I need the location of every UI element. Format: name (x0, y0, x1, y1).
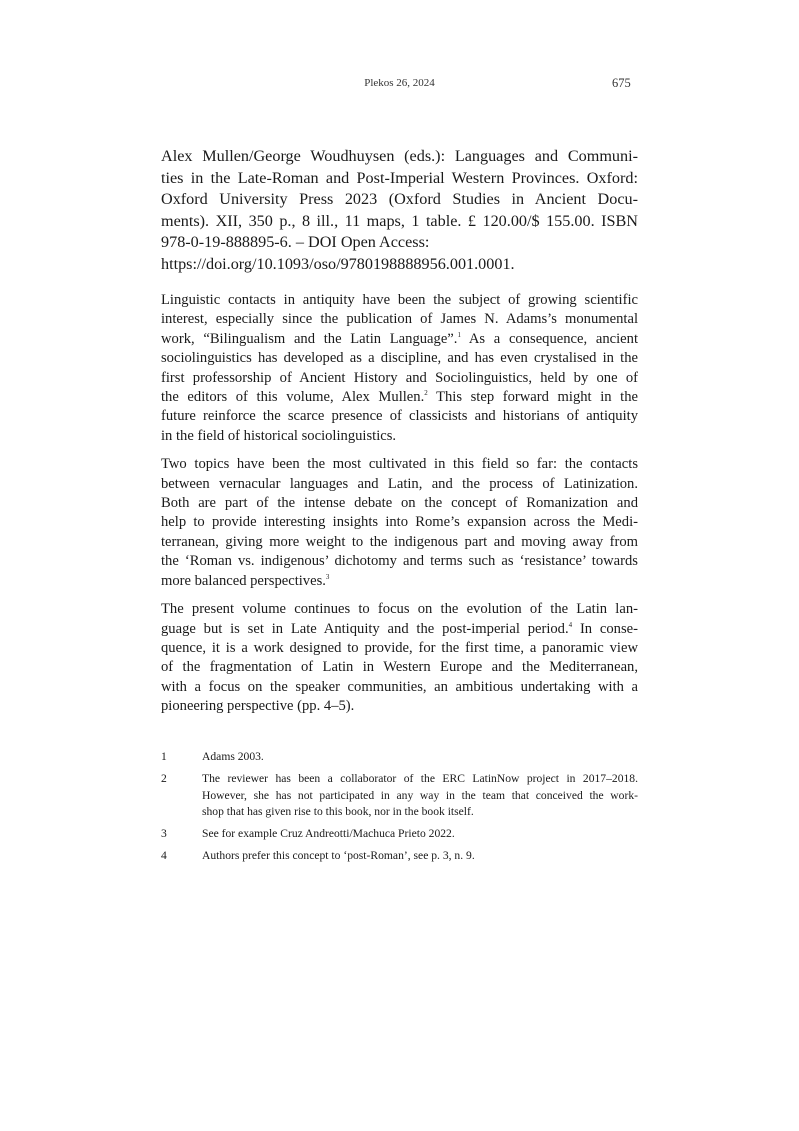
text-segment: the ‘Roman vs. indigenous’ dichotomy and terms such as ‘resistance’ towards (161, 553, 638, 570)
text-segment: As a consequence, ancient (460, 330, 638, 347)
text-line (161, 572, 638, 591)
footnote-number: 1 (161, 750, 167, 763)
footnote-number: 2 (161, 772, 167, 786)
citation-line: 978-0-19-888895-6. – DOI Open Access: (161, 233, 430, 251)
text-line (161, 388, 638, 407)
footnote (161, 771, 638, 821)
text-line (161, 310, 638, 329)
text-line (161, 494, 638, 513)
citation-line: ties in the Late-Roman and Post-Imperial Western Provinces. Oxford: (161, 168, 638, 187)
text-segment: more balanced perspectives. (161, 572, 326, 589)
footnote-text (202, 771, 638, 821)
text-segment: Two topics have been the most cultivated in this field so far: the contacts (161, 456, 638, 473)
review-body (161, 291, 638, 726)
citation-line: ments). XII, 350 p., 8 ill., 11 maps, 1 table. £ 120.00/$ 155.00. ISBN (161, 211, 638, 230)
footnote-marker: 1 (457, 330, 461, 339)
footnote-line: shop that has given rise to this book, nor in the book itself. (202, 805, 474, 819)
text-line (161, 349, 638, 368)
text-segment: first professorship of Ancient History and Sociolinguistics, held by one of (161, 369, 638, 386)
text-line (161, 291, 638, 310)
text-line (161, 475, 638, 494)
text-line (161, 513, 638, 532)
footnote-text (202, 749, 638, 766)
paragraph (161, 600, 638, 716)
text-segment: Both are part of the intense debate on the concept of Romanization and (161, 495, 638, 512)
footnote-marker: 3 (325, 572, 330, 581)
text-segment: of the fragmentation of Latin in Western Europe and the Mediterranean, (161, 659, 638, 676)
footnote-text (202, 848, 638, 865)
footnote-line: Authors prefer this concept to ‘post-Roman’, see p. 3, n. 9. (202, 849, 475, 863)
footnote (161, 826, 638, 843)
text-segment: between vernacular languages and Latin, and the process of Latinization. (161, 475, 638, 492)
footnote-line: The reviewer has been a collaborator of the ERC LatinNow project in 2017–2018. (202, 772, 638, 786)
footnote-marker: 2 (424, 389, 428, 398)
text-segment: in the field of historical sociolinguistics. (161, 427, 397, 444)
text-line (161, 639, 638, 658)
footnote (161, 749, 638, 766)
citation-line: Oxford University Press 2023 (Oxford Studies in Ancient Docu- (161, 190, 638, 208)
text-segment: Linguistic contacts in antiquity have been the subject of growing scientific (161, 292, 638, 308)
text-segment: interest, especially since the publication of James N. Adams’s monumental (161, 311, 638, 328)
text-segment: help to provide interesting insights into Rome’s expansion across the Medi- (161, 514, 638, 531)
running-head: Plekos 26, 2024 (364, 77, 435, 89)
text-line (161, 407, 638, 426)
footnote-text (202, 826, 638, 843)
footnote-marker: 4 (568, 620, 573, 629)
footnote-line: See for example Cruz Andreotti/Machuca Prieto 2022. (202, 827, 455, 841)
text-line (161, 533, 638, 552)
text-segment: This step forward might in the (427, 389, 638, 406)
footnotes (161, 749, 638, 871)
text-line (161, 658, 638, 677)
text-segment: quence, it is a work designed to provide, for the first time, a panoramic view (161, 639, 638, 656)
text-line (161, 427, 638, 446)
footnote-number: 3 (161, 827, 167, 841)
footnote-number: 4 (161, 849, 167, 863)
text-line (161, 600, 638, 619)
text-line (161, 620, 638, 639)
text-line (161, 369, 638, 388)
text-segment: The present volume continues to focus on the evolution of the Latin lan- (161, 601, 638, 618)
text-segment: sociolinguistics has developed as a discipline, and has even crystalised in the (161, 350, 638, 367)
citation-line: Alex Mullen/George Woudhuysen (eds.): Languages and Communi- (161, 147, 638, 165)
text-segment: In conse- (572, 620, 638, 637)
text-segment: pioneering perspective (pp. 4–5). (161, 698, 355, 715)
citation-line: https://doi.org/10.1093/oso/9780198888956.001.0001. (161, 254, 515, 273)
footnote-line: Adams 2003. (202, 750, 264, 763)
text-line (161, 697, 638, 716)
text-line (161, 455, 638, 474)
book-citation (161, 146, 638, 275)
text-segment: work, “Bilingualism and the Latin Language”. (161, 330, 458, 347)
text-line (161, 552, 638, 571)
footnote (161, 848, 638, 865)
text-segment: with a focus on the speaker communities, an ambitious undertaking with a (161, 678, 638, 695)
text-segment: guage but is set in Late Antiquity and the post-imperial period. (161, 620, 569, 637)
text-line (161, 330, 638, 349)
text-line (161, 678, 638, 697)
text-segment: the editors of this volume, Alex Mullen. (161, 389, 425, 406)
footnote-line: However, she has not participated in any way in the team that conceived the work- (202, 788, 638, 802)
paragraph (161, 455, 638, 591)
page-number: 675 (612, 76, 631, 90)
paragraph (161, 291, 638, 446)
text-segment: future reinforce the scarce presence of classicists and historians of antiquity (161, 408, 638, 425)
text-segment: terranean, giving more weight to the indigenous part and moving away from (161, 533, 638, 550)
